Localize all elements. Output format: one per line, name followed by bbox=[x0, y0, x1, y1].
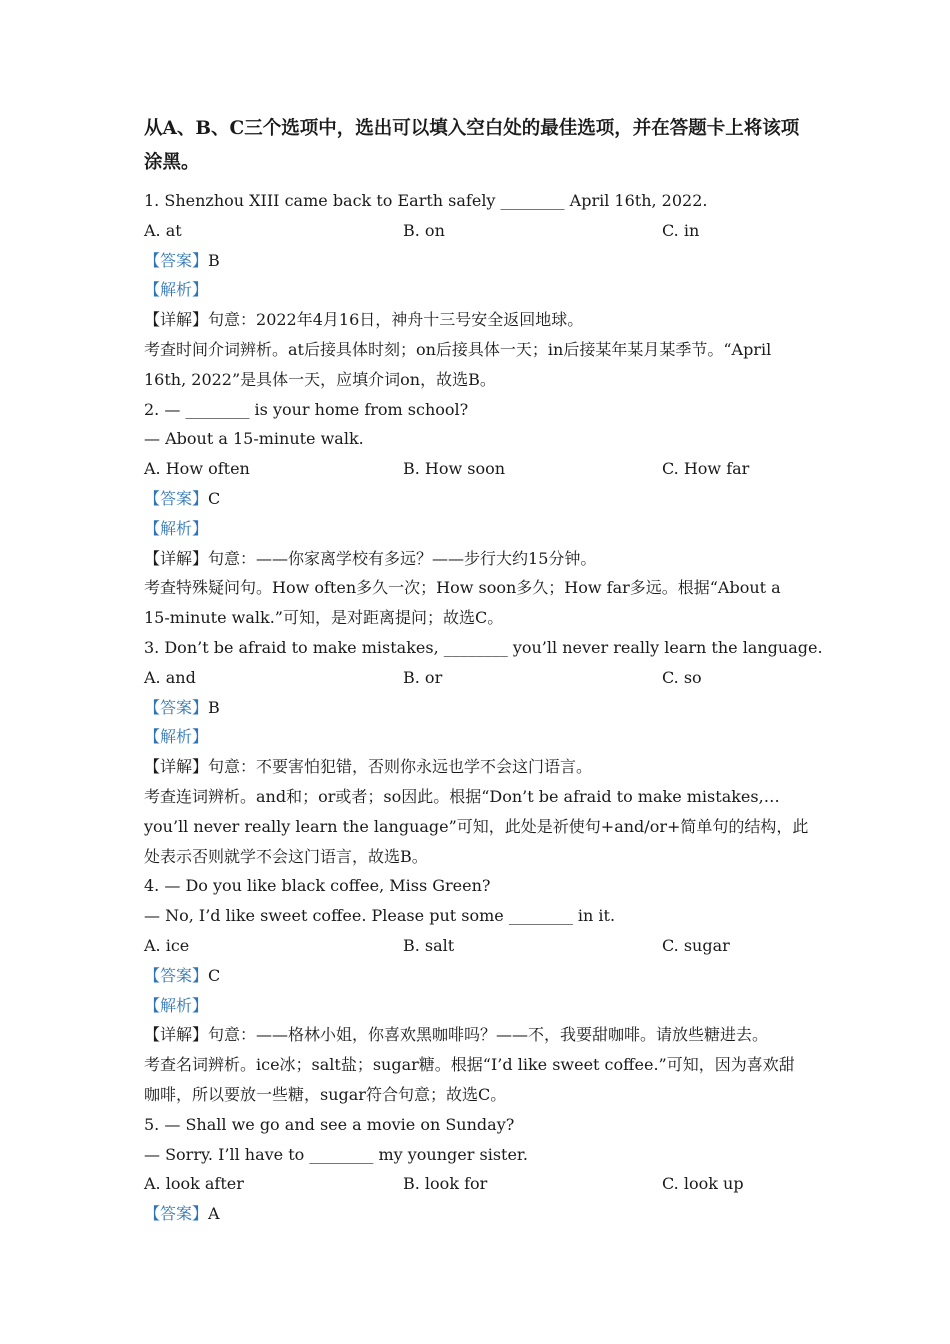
detail-label: 【详解】 bbox=[144, 310, 209, 330]
answer-line bbox=[144, 961, 810, 991]
detail-text: 句意：——格林小姐，你喜欢黑咖啡吗？——不，我要甜咖啡。请放些糖进去。 bbox=[208, 1025, 769, 1045]
detail-line bbox=[144, 752, 810, 782]
option-a: A. at bbox=[144, 220, 182, 240]
question-4 bbox=[144, 871, 810, 1109]
page-content bbox=[144, 112, 823, 1229]
answer-line bbox=[144, 246, 810, 276]
option-c: C. so bbox=[662, 667, 702, 687]
option-a: A. and bbox=[144, 667, 196, 687]
question-2 bbox=[144, 395, 810, 633]
question-1 bbox=[144, 186, 810, 395]
option-b: B. salt bbox=[403, 935, 455, 955]
answer-label: 【答案】 bbox=[144, 1204, 209, 1224]
question-reply: — About a 15-minute walk. bbox=[144, 429, 364, 449]
answer-value: C bbox=[208, 488, 221, 508]
question-3 bbox=[144, 633, 823, 871]
section-instruction: 从A、B、C三个选项中，选出可以填入空白处的最佳选项，并在答题卡上将该项涂黑。 bbox=[144, 118, 800, 173]
options-row bbox=[144, 454, 810, 484]
detail-line bbox=[144, 305, 810, 335]
question-reply: — No, I’d like sweet coffee. Please put some ________ in it. bbox=[144, 906, 616, 926]
detail-label: 【详解】 bbox=[144, 1025, 209, 1045]
explanation-text: 考查名词辨析。ice冰；salt盐；sugar糖。根据“I’d like sweet coffee.”可知，因为喜欢甜咖啡，所以要放一些糖，sugar符合句意；故选C。 bbox=[144, 1055, 795, 1104]
option-c: C. in bbox=[662, 220, 700, 240]
explanation-text: 考查连词辨析。and和；or或者；so因此。根据“Don’t be afraid to make mistakes,…you’ll never really learn the language”可知，此处是祈使句+and/or+简单句的结构，此处表示否则就学不会这门语言，故选B。 bbox=[144, 786, 809, 866]
answer-label: 【答案】 bbox=[144, 965, 209, 985]
option-b: B. How soon bbox=[403, 459, 506, 479]
answer-line bbox=[144, 1199, 810, 1229]
question-stem: 4. — Do you like black coffee, Miss Green? bbox=[144, 876, 491, 896]
option-c: C. How far bbox=[662, 459, 750, 479]
detail-text: 句意：——你家离学校有多远？——步行大约15分钟。 bbox=[208, 548, 597, 568]
answer-label: 【答案】 bbox=[144, 697, 209, 717]
detail-text: 句意：2022年4月16日，神舟十三号安全返回地球。 bbox=[208, 310, 584, 330]
answer-label: 【答案】 bbox=[144, 488, 209, 508]
answer-line bbox=[144, 693, 810, 723]
question-5 bbox=[144, 1110, 810, 1229]
option-b: B. look for bbox=[403, 1174, 488, 1194]
question-stem: 2. — ________ is your home from school? bbox=[144, 399, 469, 419]
question-stem: 3. Don’t be afraid to make mistakes, ________ you’ll never really learn the language. bbox=[144, 637, 823, 657]
question-stem: 1. Shenzhou XIII came back to Earth safely ________ April 16th, 2022. bbox=[144, 191, 708, 210]
detail-line bbox=[144, 1020, 810, 1050]
option-b: B. on bbox=[403, 220, 445, 240]
analysis-label: 【解析】 bbox=[144, 727, 209, 747]
options-row bbox=[144, 1169, 810, 1199]
analysis-label: 【解析】 bbox=[144, 280, 209, 300]
options-row bbox=[144, 663, 810, 693]
answer-label: 【答案】 bbox=[144, 250, 209, 270]
question-stem: 5. — Shall we go and see a movie on Sunday? bbox=[144, 1114, 515, 1134]
detail-label: 【详解】 bbox=[144, 548, 209, 568]
detail-label: 【详解】 bbox=[144, 757, 209, 777]
answer-line bbox=[144, 484, 810, 514]
answer-value: A bbox=[208, 1204, 220, 1224]
question-reply: — Sorry. I’ll have to ________ my younger sister. bbox=[144, 1144, 528, 1164]
explanation-text: 考查时间介词辨析。at后接具体时刻；on后接具体一天；in后接某年某月某季节。“April 16th, 2022”是具体一天，应填介词on，故选B。 bbox=[144, 339, 772, 389]
option-a: A. look after bbox=[144, 1174, 244, 1194]
detail-line bbox=[144, 544, 810, 574]
option-c: C. sugar bbox=[662, 935, 730, 955]
option-c: C. look up bbox=[662, 1174, 744, 1194]
option-a: A. How often bbox=[144, 459, 250, 479]
answer-value: C bbox=[208, 965, 221, 985]
option-a: A. ice bbox=[144, 935, 190, 955]
answer-value: B bbox=[208, 250, 220, 270]
options-row bbox=[144, 216, 810, 246]
detail-text: 句意：不要害怕犯错，否则你永远也学不会这门语言。 bbox=[208, 757, 593, 777]
explanation-text: 考查特殊疑问句。How often多久一次；How soon多久；How far多远。根据“About a 15-minute walk.”可知，是对距离提问；故选C。 bbox=[144, 578, 781, 628]
option-b: B. or bbox=[403, 667, 443, 687]
answer-value: B bbox=[208, 697, 220, 717]
options-row bbox=[144, 931, 810, 961]
analysis-label: 【解析】 bbox=[144, 995, 209, 1015]
analysis-label: 【解析】 bbox=[144, 518, 209, 538]
